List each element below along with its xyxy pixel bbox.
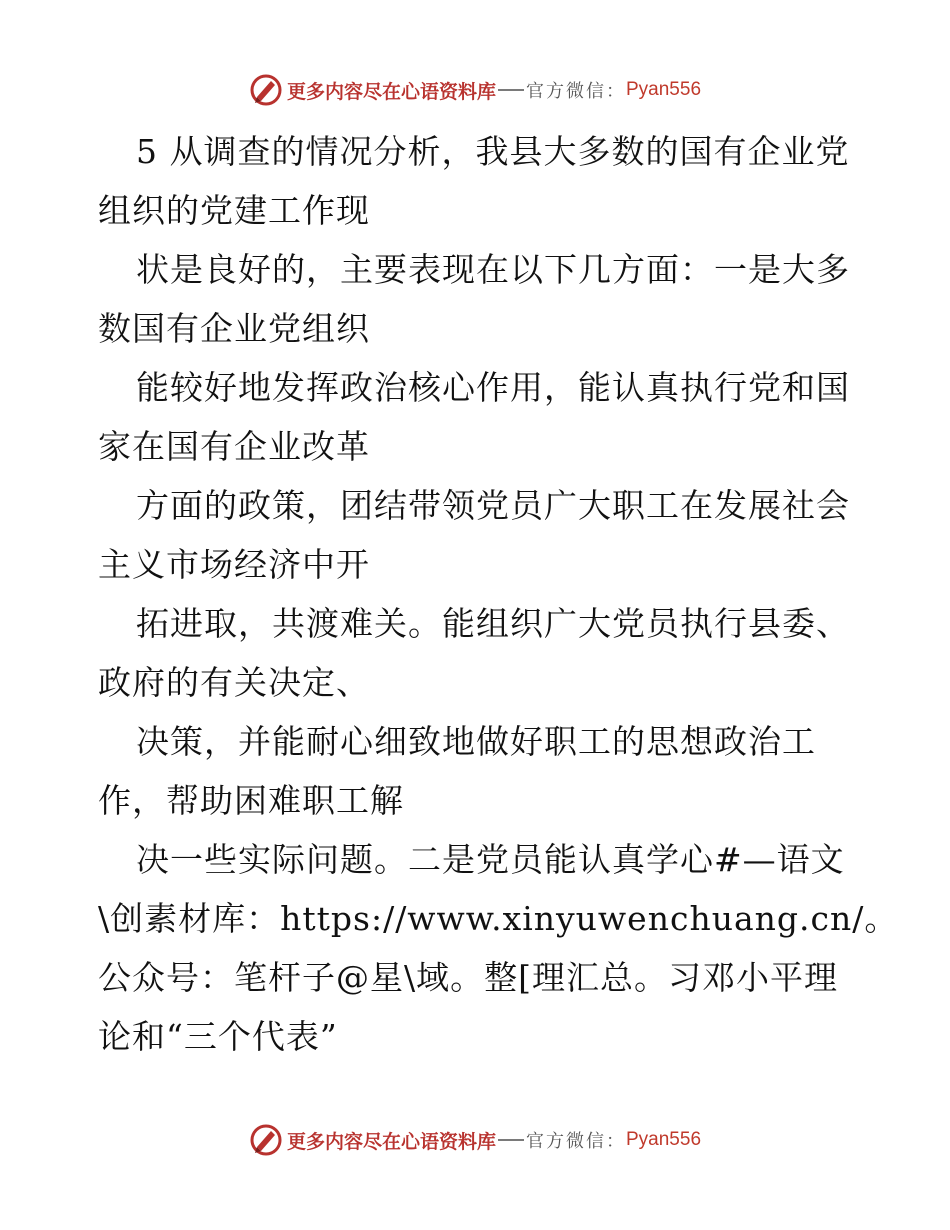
body-line: 家在国有企业改革 <box>98 427 370 466</box>
body-line: 主义市场经济中开 <box>98 545 370 584</box>
footer-wechat-id: Pyan556 <box>626 1129 702 1150</box>
footer-banner <box>0 1120 950 1160</box>
body-line: 公众号：笔杆子@星\域。整[理汇总。习邓小平理 <box>98 958 838 997</box>
header-brand-text: 更多内容尽在心语资料库 <box>286 80 496 103</box>
body-line: 数国有企业党组织 <box>98 309 370 348</box>
header-wechat-id: Pyan556 <box>626 79 702 100</box>
document-body <box>98 122 899 1066</box>
body-line: 方面的政策，团结带领党员广大职工在发展社会 <box>136 486 850 525</box>
pen-logo-icon <box>249 73 283 107</box>
header-wechat-label: 官方微信： <box>526 81 626 102</box>
body-line: 论和“三个代表” <box>98 1017 338 1056</box>
footer-wechat-label: 官方微信： <box>526 1131 626 1152</box>
header-banner <box>0 70 950 110</box>
footer-dash <box>498 1139 524 1141</box>
header-dash <box>498 89 524 91</box>
body-line: 能较好地发挥政治核心作用，能认真执行党和国 <box>136 368 850 407</box>
body-line: 作，帮助困难职工解 <box>98 781 404 820</box>
body-line: 组织的党建工作现 <box>98 191 370 230</box>
body-line: 决一些实际问题。二是党员能认真学心#—语文 <box>136 840 845 879</box>
body-line: 决策，并能耐心细致地做好职工的思想政治工 <box>136 722 816 761</box>
body-line: 5 从调查的情况分析，我县大多数的国有企业党 <box>136 132 850 171</box>
footer-brand-text: 更多内容尽在心语资料库 <box>286 1130 496 1153</box>
body-line: 状是良好的，主要表现在以下几方面：一是大多 <box>136 250 850 289</box>
body-line: \创素材库：https://www.xinyuwenchuang.cn/。 <box>98 899 899 938</box>
body-line: 政府的有关决定、 <box>98 663 370 702</box>
pen-logo-icon <box>249 1123 283 1157</box>
body-line: 拓进取，共渡难关。能组织广大党员执行县委、 <box>136 604 850 643</box>
